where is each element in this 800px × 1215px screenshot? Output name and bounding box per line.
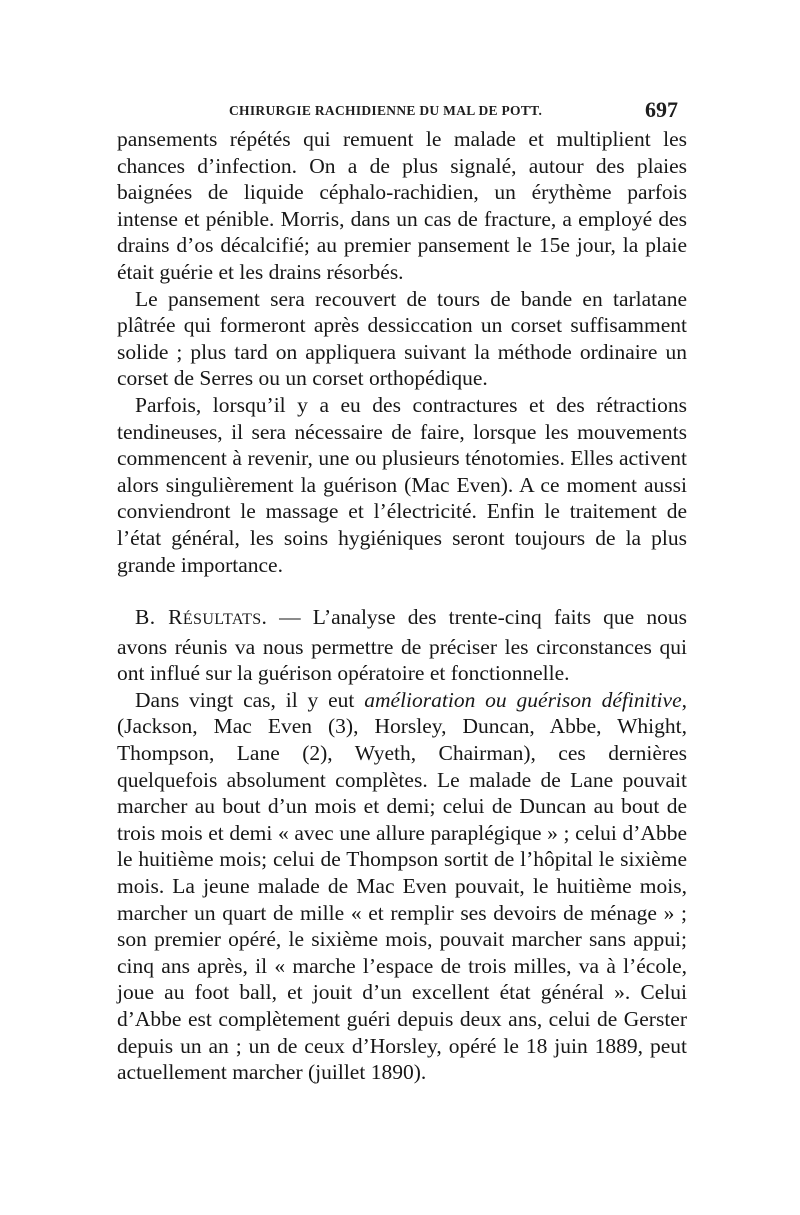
running-head (117, 93, 687, 123)
paragraph-vingt-cas-rest: , (Jackson, Mac Even (3), Horsley, Duncan, Abbe, Whight, Thompson, Lane (2), Wyeth, Chairman), ces dernières quelquefois absolument complètes. Le malade de Lane pouvait marcher au bout d’un mois et demi; celui de Duncan au bout de trois mois et demi « avec une allure paraplégique » ; celui d’Abbe le huitième mois; celui de Thompson sortit de l’hôpital le sixième mois. La jeune malade de Mac Even pouvait, le huitième mois, marcher un quart de mille « et remplir ses devoirs de ménage » ; son premier opéré, le sixième mois, pouvait marcher sans appui; cinq ans après, il « marche l’espace de trois milles, va à l’école, joue au foot ball, et jouit d’un excellent état général ». Celui d’Abbe est complètement guéri depuis deux ans, celui de Gerster depuis un an ; un de ceux d’Horsley, opéré le 18 juin 1889, peut actuellement marcher (juillet 1890). (117, 687, 687, 1085)
section-heading-smallcaps: ÉSULTATS (182, 611, 262, 629)
paragraph-vingt-cas (117, 687, 687, 1086)
section-gap (117, 578, 687, 604)
paragraph-resultats (117, 604, 687, 687)
paragraph-pansements: pansements répétés qui remuent le malade et multiplient les chances d’infection. On a de plus signalé, autour des plaies baignées de liquide céphalo-rachidien, un érythème parfois intense et pénible. Morris, dans un cas de fracture, a employé des drains d’os décalcifié; au premier pansement le 15e jour, la plaie était guérie et les drains résorbés. (117, 127, 687, 284)
paragraph-vingt-cas-start: Dans vingt cas, il y eut (135, 687, 365, 712)
section-heading-initial: B. R (135, 605, 183, 630)
paragraph-pansement-platre: Le pansement sera recouvert de tours de bande en tarlatane plâtrée qui formeront après dessiccation un corset suffisamment solide ; plus tard on appliquera suivant la méthode ordinaire un corset de Serres ou un corset orthopédique. (117, 286, 687, 391)
paragraph-resultats-text: . — L’analyse des trente-cinq faits que nous avons réunis va nous permettre de préciser les circonstances qui ont influé sur la guérison opératoire et fonctionnelle. (117, 605, 688, 686)
body-text (117, 126, 687, 1086)
section-heading-resultats (135, 605, 262, 629)
italic-phrase: amélioration ou guérison définitive (364, 687, 682, 712)
running-title: CHIRURGIE RACHIDIENNE DU MAL DE POTT. (229, 103, 543, 118)
paragraph-tenotomies: Parfois, lorsqu’il y a eu des contractures et des rétractions tendineuses, il sera nécessaire de faire, lorsque les mouvements commencent à revenir, une ou plusieurs ténotomies. Elles activent alors singulièrement la guérison (Mac Even). A ce moment aussi conviendront le massage et l’électricité. Enfin le traitement de l’état général, les soins hygiéniques seront toujours de la plus grande importance. (117, 392, 687, 577)
page-number: 697 (645, 97, 678, 122)
